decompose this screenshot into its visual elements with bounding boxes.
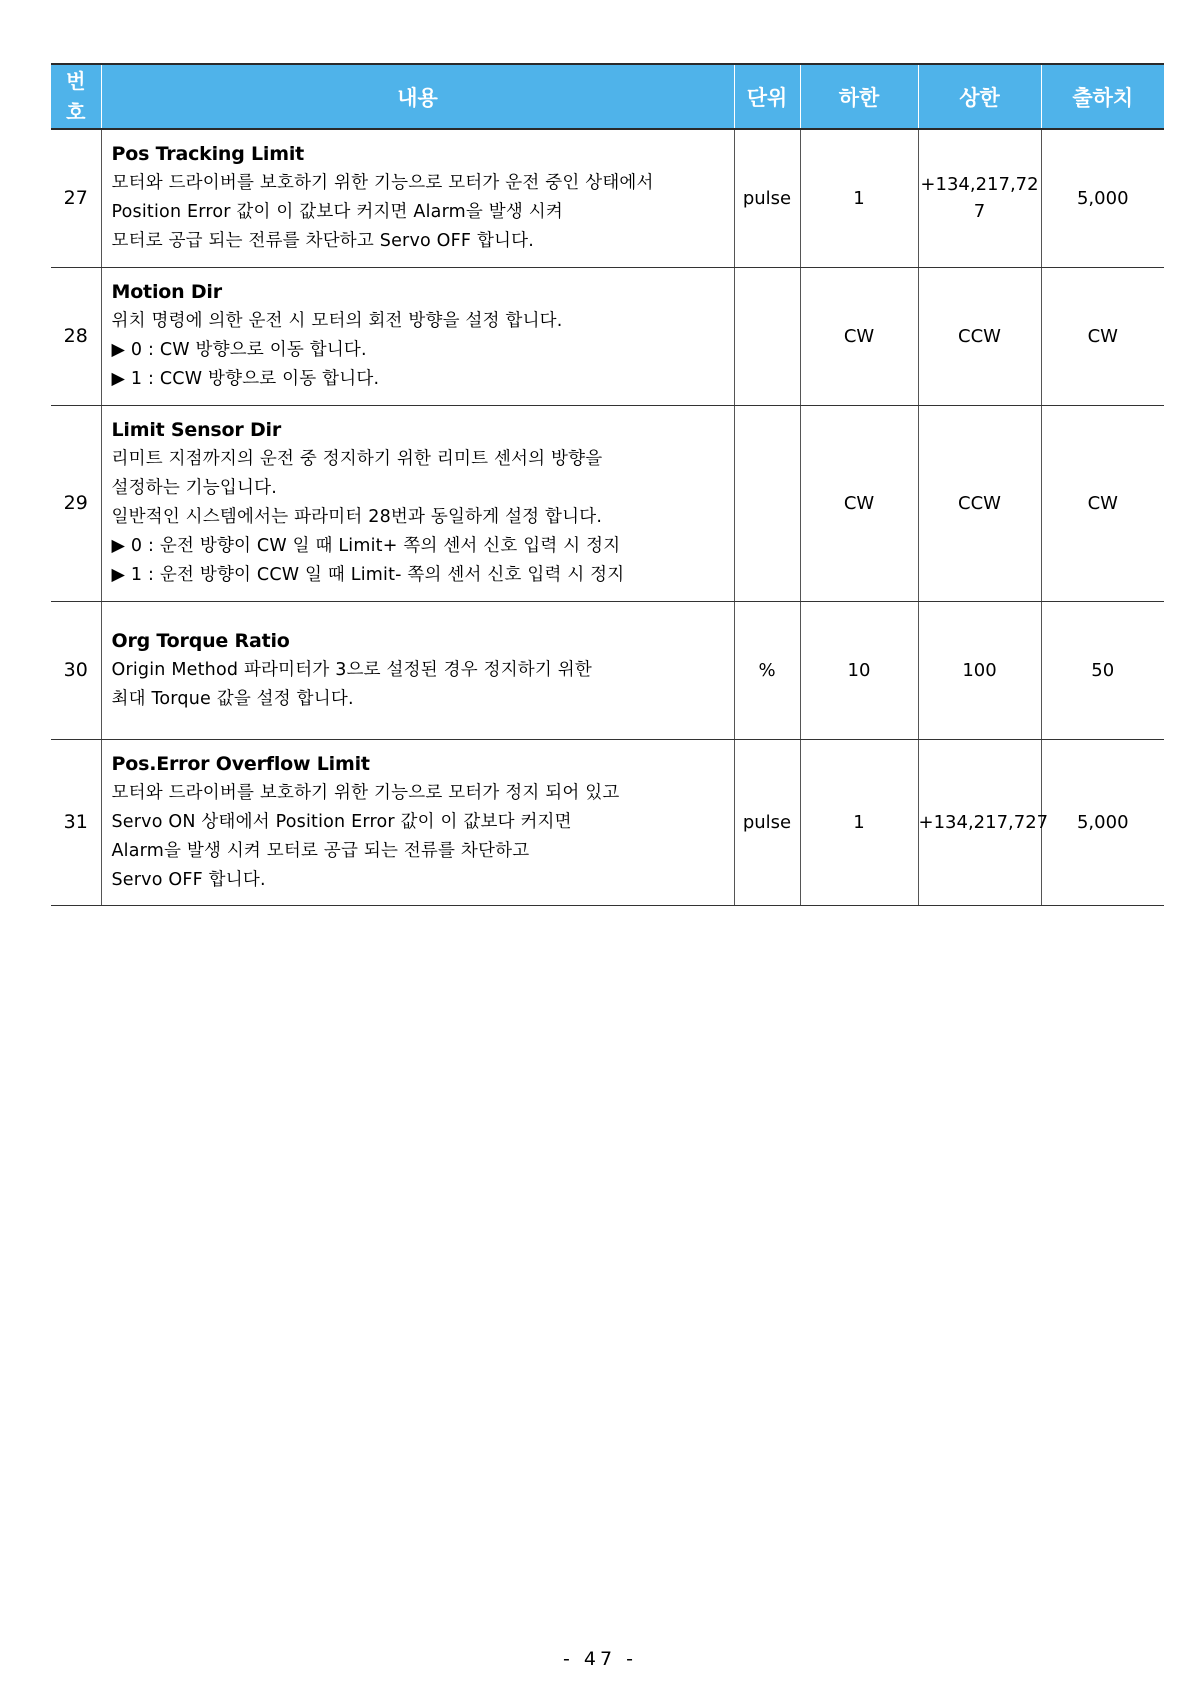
param-title: Pos Tracking Limit (111, 143, 305, 166)
row-content (101, 601, 734, 739)
table-row (51, 405, 1164, 601)
desc-line: 리미트 지점까지의 운전 중 정지하기 위한 리미트 센서의 방향을 (111, 449, 603, 469)
row-number: 31 (51, 739, 101, 905)
row-content (101, 739, 734, 905)
row-content (101, 405, 734, 601)
row-min: CW (800, 267, 918, 405)
row-default: 5,000 (1041, 129, 1164, 267)
desc-line: 위치 명령에 의한 운전 시 모터의 회전 방향을 설정 합니다. (111, 311, 563, 331)
desc-line: 모터와 드라이버를 보호하기 위한 기능으로 모터가 운전 중인 상태에서 (111, 173, 654, 194)
desc-line: Origin Method 파라미터가 3으로 설정된 경우 정지하기 위한 (111, 659, 592, 680)
row-max: CCW (918, 267, 1041, 405)
table-body (51, 129, 1164, 905)
row-min: CW (800, 405, 918, 601)
row-unit: % (734, 601, 800, 739)
desc-line: Servo ON 상태에서 Position Error 값이 이 값보다 커지면 (111, 811, 572, 832)
row-default: CW (1041, 405, 1164, 601)
table-header (51, 64, 1164, 129)
row-number: 28 (51, 267, 101, 405)
desc-line: ▶ 0 : CW 방향으로 이동 합니다. (111, 340, 367, 360)
table-row (51, 129, 1164, 267)
table-row (51, 739, 1164, 905)
header-default: 출하치 (1041, 64, 1164, 129)
param-title: Pos.Error Overflow Limit (111, 752, 370, 775)
row-max-line2: 7 (973, 201, 986, 223)
desc-line: Position Error 값이 이 값보다 커지면 Alarm을 발생 시켜 (111, 202, 563, 223)
desc-line: Servo OFF 합니다. (111, 869, 266, 890)
header-content: 내용 (101, 64, 734, 129)
row-content (101, 267, 734, 405)
row-unit (734, 267, 800, 405)
row-default: 50 (1041, 601, 1164, 739)
header-number-line1: 번 (66, 68, 86, 93)
parameter-table (51, 63, 1164, 906)
desc-line: 모터로 공급 되는 전류를 차단하고 Servo OFF 합니다. (111, 231, 535, 252)
row-content (101, 129, 734, 267)
page-number: - 47 - (563, 1648, 637, 1670)
row-unit (734, 405, 800, 601)
row-number: 29 (51, 405, 101, 601)
row-max-line1: +134,217,72 (920, 174, 1039, 196)
row-max: CCW (918, 405, 1041, 601)
desc-line: ▶ 1 : 운전 방향이 CCW 일 때 Limit- 쪽의 센서 신호 입력 시 정지 (111, 565, 625, 585)
table-row (51, 601, 1164, 739)
param-title: Limit Sensor Dir (111, 419, 282, 441)
desc-line: ▶ 0 : 운전 방향이 CW 일 때 Limit+ 쪽의 센서 신호 입력 시 정지 (111, 536, 621, 556)
desc-line: 최대 Torque 값을 설정 합니다. (111, 688, 354, 709)
row-max: 100 (918, 601, 1041, 739)
row-max (918, 129, 1041, 267)
row-min: 1 (800, 739, 918, 905)
row-default: CW (1041, 267, 1164, 405)
param-title: Motion Dir (111, 281, 222, 303)
param-title: Org Torque Ratio (111, 629, 290, 652)
header-unit: 단위 (734, 64, 800, 129)
row-unit: pulse (734, 739, 800, 905)
row-min: 10 (800, 601, 918, 739)
row-unit: pulse (734, 129, 800, 267)
header-min: 하한 (800, 64, 918, 129)
row-default: 5,000 (1041, 739, 1164, 905)
desc-line: 모터와 드라이버를 보호하기 위한 기능으로 모터가 정지 되어 있고 (111, 782, 620, 803)
row-number: 30 (51, 601, 101, 739)
desc-line: Alarm을 발생 시켜 모터로 공급 되는 전류를 차단하고 (111, 840, 530, 861)
table-row (51, 267, 1164, 405)
row-number: 27 (51, 129, 101, 267)
header-number (51, 64, 101, 129)
desc-line: 일반적인 시스템에서는 파라미터 28번과 동일하게 설정 합니다. (111, 507, 603, 527)
header-number-line2: 호 (66, 99, 86, 124)
row-min: 1 (800, 129, 918, 267)
desc-line: ▶ 1 : CCW 방향으로 이동 합니다. (111, 369, 380, 389)
row-max: +134,217,727 (918, 739, 1041, 905)
header-max: 상한 (918, 64, 1041, 129)
desc-line: 설정하는 기능입니다. (111, 478, 277, 498)
